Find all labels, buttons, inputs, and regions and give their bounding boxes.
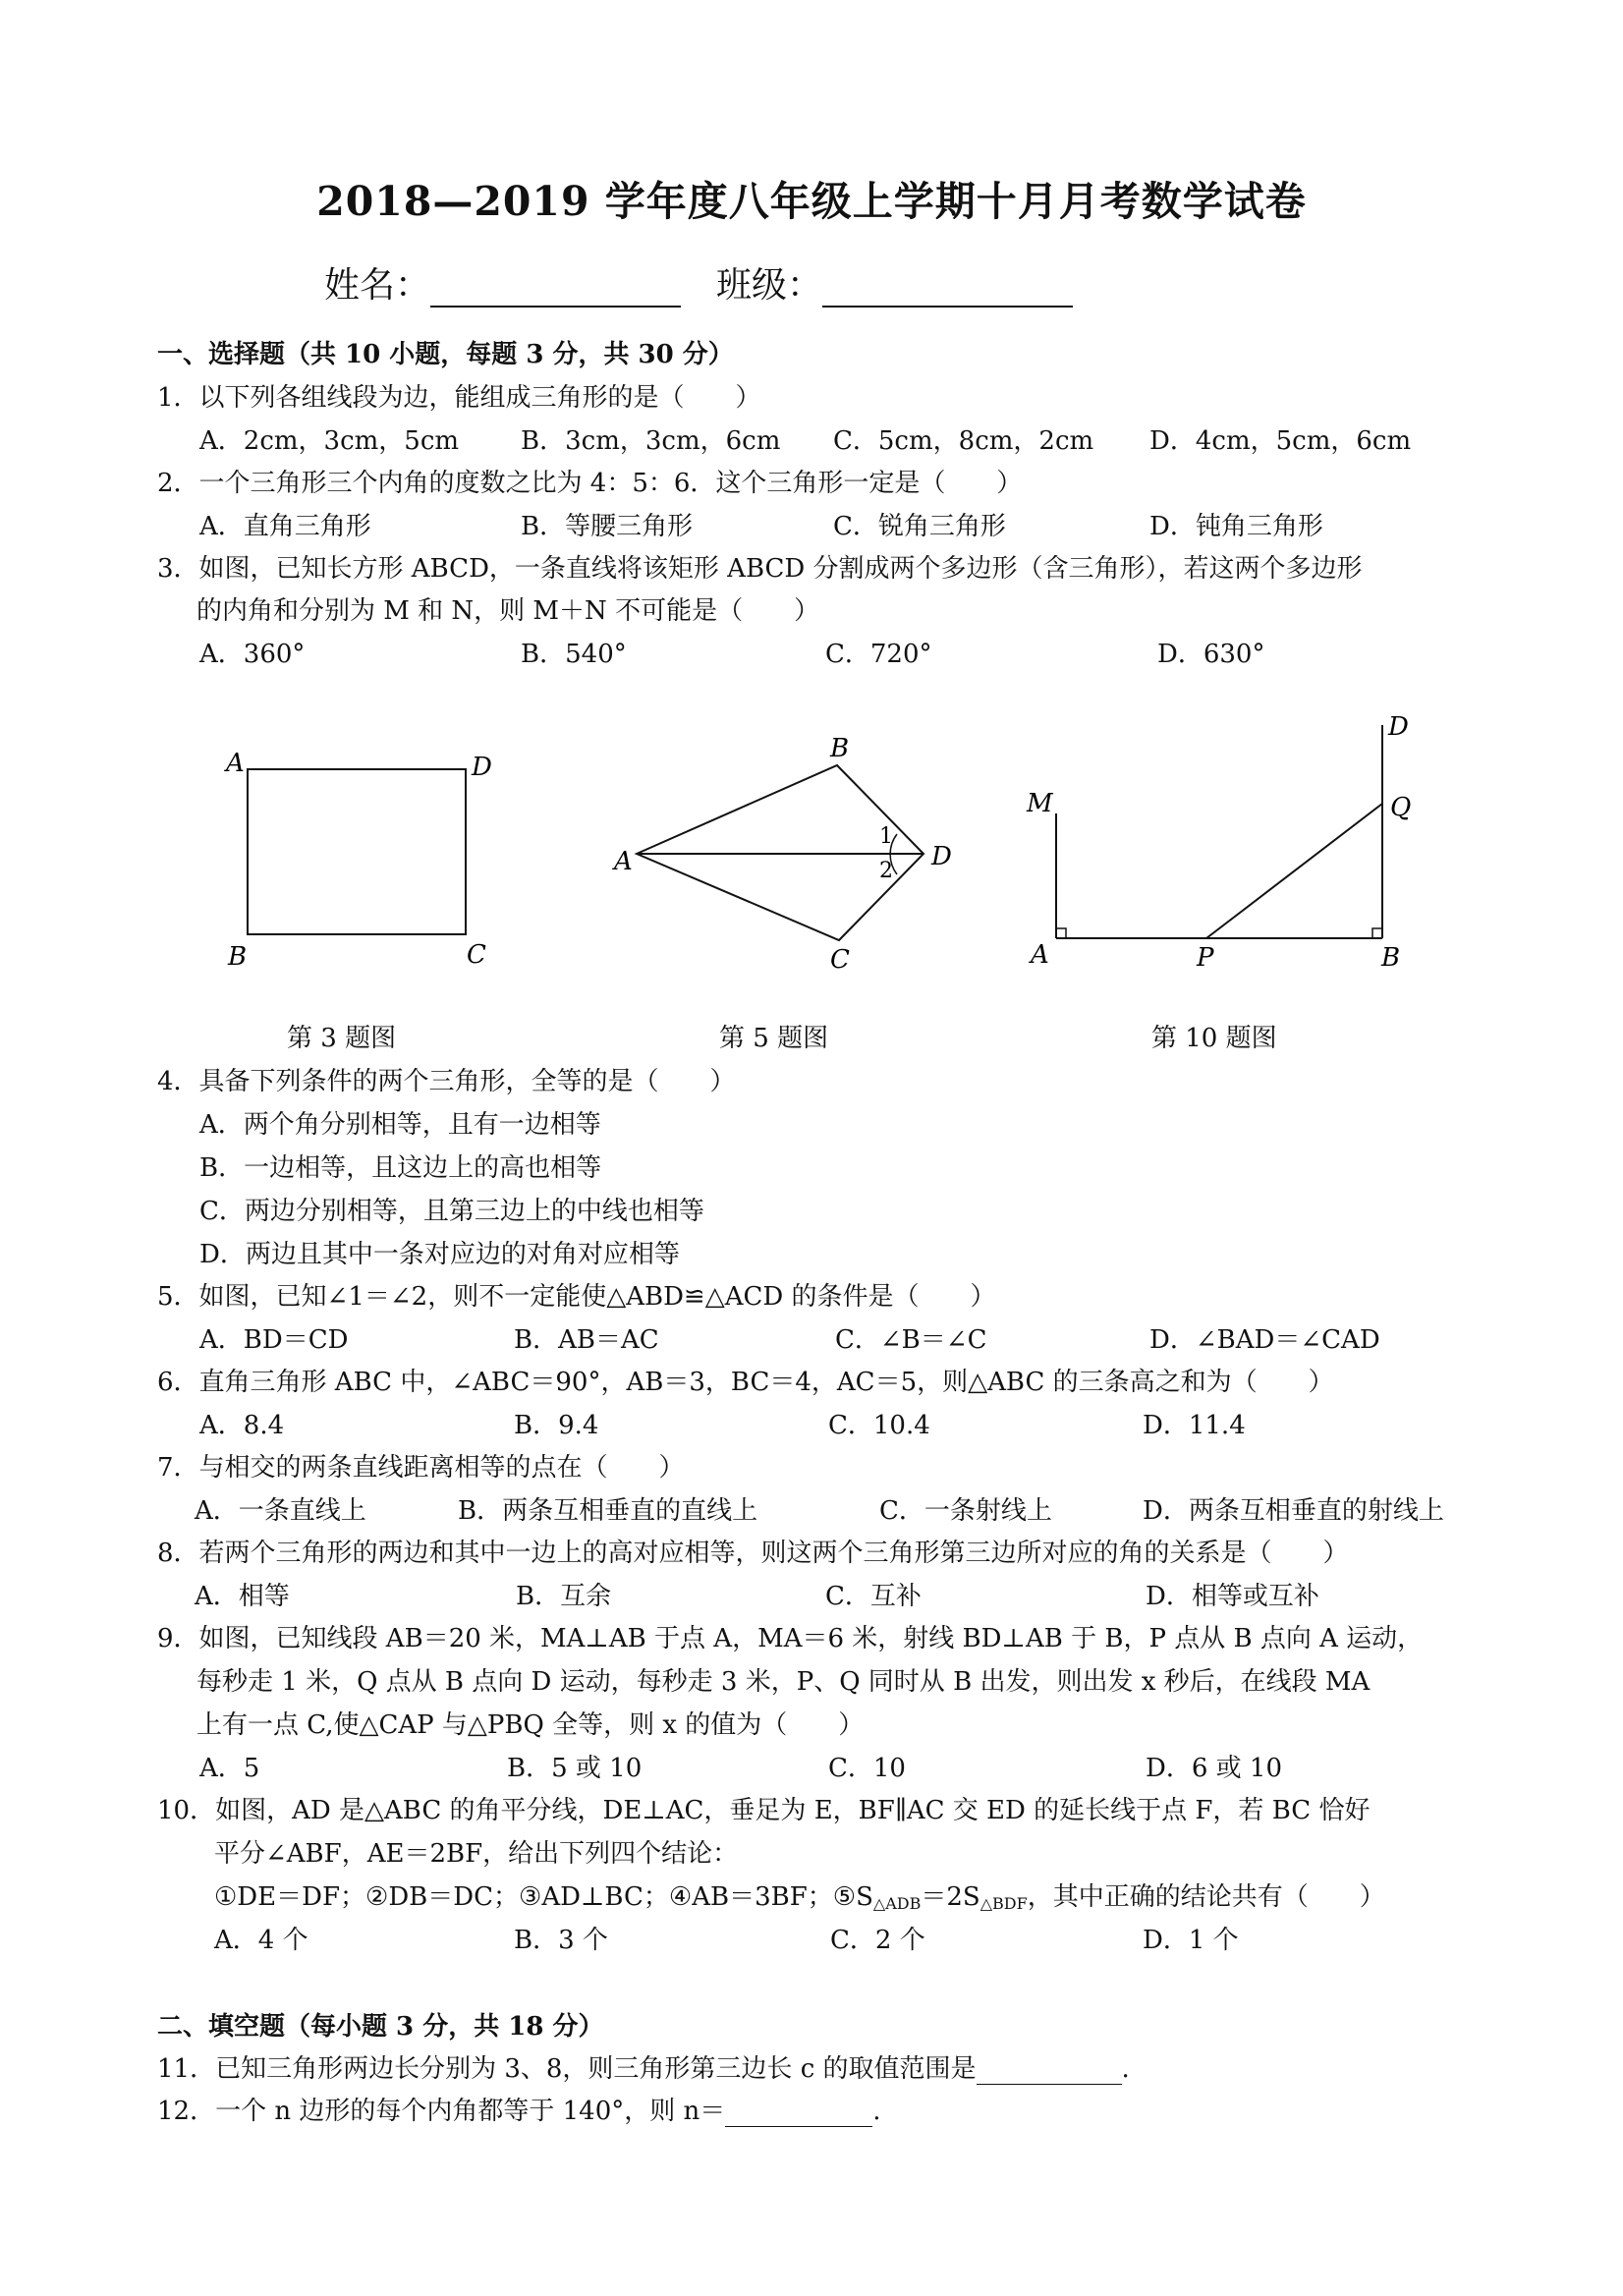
q1-option-b[interactable]: B．3cm，3cm，6cm [521,426,781,456]
name-blank[interactable] [430,270,681,308]
fig5-kite [612,734,952,975]
figures-row [0,688,1623,1061]
q7-option-a[interactable]: A．一条直线上 [195,1496,366,1526]
q1-stem: 1．以下列各组线段为边，能组成三角形的是（ ） [157,383,761,413]
q9-option-c[interactable]: C．10 [828,1754,906,1783]
fig10-label-d: D [1388,712,1409,742]
fig5-label-d: D [931,842,952,871]
q10-option-c[interactable]: C．2 个 [830,1926,925,1955]
q12-end: . [872,2097,881,2126]
fig5-label-c: C [830,945,850,975]
exam-title: 2018—2019 学年度八年级上学期十月月考数学试卷 [316,178,1307,225]
q4-option-b[interactable]: B．一边相等，且这边上的高也相等 [199,1153,602,1183]
q11-end: . [1121,2054,1130,2084]
fig3-label-c: C [467,940,486,970]
q8-option-c[interactable]: C．互补 [825,1582,922,1611]
q10-stem-line2: 平分∠ABF，AE＝2BF，给出下列四个结论： [214,1839,739,1869]
q6-stem: 6．直角三角形 ABC 中，∠ABC＝90°，AB＝3，BC＝4，AC＝5，则△ABC 的三条高之和为（ ） [157,1368,1334,1397]
q3-option-c[interactable]: C．720° [825,640,932,669]
q11-stem: 11．已知三角形两边长分别为 3、8，则三角形第三边长 c 的取值范围是 [157,2054,977,2084]
fig10-caption: 第 10 题图 [1151,1024,1277,1053]
fig5-label-angle1: 1 [879,824,893,849]
class-label: 班级： [716,265,823,306]
q3-stem-line1: 3．如图，已知长方形 ABCD，一条直线将该矩形 ABCD 分割成两个多边形（含三角形），若这两个多边形 [157,554,1363,584]
q5-stem: 5．如图，已知∠1＝∠2，则不一定能使△ABD≌△ACD 的条件是（ ） [157,1282,996,1312]
q2-option-b[interactable]: B．等腰三角形 [521,512,694,541]
q4-option-d[interactable]: D．两边且其中一条对应边的对角对应相等 [199,1240,680,1269]
q6-option-b[interactable]: B．9.4 [514,1411,599,1440]
fig3-label-a: A [226,749,245,778]
q10-stem-line1: 10．如图，AD 是△ABC 的角平分线，DE⊥AC，垂足为 E，BF∥AC 交 ED 的延长线于点 F，若 BC 恰好 [157,1796,1371,1825]
q10-conclusions-3: ，其中正确的结论共有（ ） [1027,1882,1385,1912]
q1-option-a[interactable]: A．2cm，3cm，5cm [199,426,460,456]
q3-option-a[interactable]: A．360° [199,640,306,669]
fig10-figure [1026,712,1411,973]
fig5-label-a: A [614,847,633,876]
q5-option-c[interactable]: C．∠B＝∠C [835,1325,987,1355]
fig10-label-q: Q [1390,793,1412,822]
q9-option-d[interactable]: D．6 或 10 [1146,1754,1283,1783]
fig10-label-a: A [1031,940,1049,970]
q2-option-d[interactable]: D．钝角三角形 [1149,512,1323,541]
q11-line [157,2048,1130,2085]
q8-option-a[interactable]: A．相等 [195,1582,290,1611]
q2-option-a[interactable]: A．直角三角形 [199,512,371,541]
q5-option-b[interactable]: B．AB＝AC [514,1325,659,1355]
q9-stem-line1: 9．如图，已知线段 AB＝20 米，MA⊥AB 于点 A，MA＝6 米，射线 BD⊥AB 于 B，P 点从 B 点向 A 运动， [157,1624,1424,1653]
name-class-bar [324,257,1073,308]
q10-sub-bdf: △BDF [979,1894,1028,1913]
q3-option-b[interactable]: B．540° [521,640,627,669]
q6-option-c[interactable]: C．10.4 [828,1411,930,1440]
q8-stem: 8．若两个三角形的两边和其中一边上的高对应相等，则这两个三角形第三边所对应的角的关系是（ ） [157,1539,1349,1568]
q5-option-a[interactable]: A．BD＝CD [199,1325,349,1355]
fig5-label-b: B [830,734,850,763]
name-label: 姓名： [324,265,431,306]
section1-heading: 一、选择题（共 10 小题，每题 3 分，共 30 分） [157,340,734,369]
q1-option-c[interactable]: C．5cm，8cm，2cm [833,426,1094,456]
q9-stem-line3: 上有一点 C,使△CAP 与△PBQ 全等，则 x 的值为（ ） [196,1710,865,1740]
fig10-label-m: M [1027,789,1053,818]
fig3-label-b: B [228,942,248,972]
q10-option-b[interactable]: B．3 个 [514,1926,608,1955]
q4-option-a[interactable]: A．两个角分别相等，且有一边相等 [199,1110,601,1140]
q7-option-c[interactable]: C．一条射线上 [879,1496,1052,1526]
fig10-label-b: B [1381,943,1401,973]
q4-option-c[interactable]: C．两边分别相等，且第三边上的中线也相等 [199,1197,704,1226]
q10-sub-adb: △ADB [872,1894,922,1913]
q7-option-d[interactable]: D．两条互相垂直的射线上 [1143,1496,1444,1526]
q6-option-d[interactable]: D．11.4 [1143,1411,1246,1440]
q8-option-b[interactable]: B．互余 [516,1582,612,1611]
q1-option-d[interactable]: D．4cm，5cm，6cm [1149,426,1412,456]
fig5-label-angle2: 2 [879,859,893,883]
q9-stem-line2: 每秒走 1 米，Q 点从 B 点向 D 运动，每秒走 3 米，P、Q 同时从 B 出发，则出发 x 秒后，在线段 MA [196,1667,1371,1697]
q9-option-a[interactable]: A．5 [199,1754,260,1783]
q10-conclusions-2: ＝2S [921,1882,980,1912]
class-blank[interactable] [822,270,1073,308]
q8-option-d[interactable]: D．相等或互补 [1146,1582,1319,1611]
q10-option-d[interactable]: D．1 个 [1143,1926,1239,1955]
fig3-rectangle [224,749,492,972]
q2-stem: 2．一个三角形三个内角的度数之比为 4：5：6．这个三角形一定是（ ） [157,469,1023,498]
q10-conclusions: ①DE＝DF；②DB＝DC；③AD⊥BC；④AB＝3BF；⑤S [214,1882,873,1912]
q5-option-d[interactable]: D．∠BAD＝∠CAD [1149,1325,1380,1355]
q4-stem: 4．具备下列条件的两个三角形，全等的是（ ） [157,1067,736,1096]
q2-option-c[interactable]: C．锐角三角形 [833,512,1006,541]
section2-heading: 二、填空题（每小题 3 分，共 18 分） [157,2012,604,2042]
fig3-label-d: D [472,753,492,782]
q3-option-d[interactable]: D．630° [1157,640,1265,669]
q12-line [157,2091,881,2127]
q10-stem-line3 [214,1876,1385,1913]
q9-option-b[interactable]: B．5 或 10 [507,1754,643,1783]
fig5-caption: 第 5 题图 [719,1024,829,1053]
q11-answer-blank[interactable] [977,2060,1122,2085]
q6-option-a[interactable]: A．8.4 [199,1411,285,1440]
q10-option-a[interactable]: A．4 个 [214,1926,308,1955]
fig10-label-p: P [1197,943,1214,973]
q3-stem-line2: 的内角和分别为 M 和 N，则 M＋N 不可能是（ ） [196,596,820,626]
q7-stem: 7．与相交的两条直线距离相等的点在（ ） [157,1453,685,1483]
fig3-caption: 第 3 题图 [287,1024,397,1053]
q12-answer-blank[interactable] [725,2102,872,2127]
q12-stem: 12．一个 n 边形的每个内角都等于 140°，则 n＝ [157,2097,726,2126]
q7-option-b[interactable]: B．两条互相垂直的直线上 [458,1496,758,1526]
